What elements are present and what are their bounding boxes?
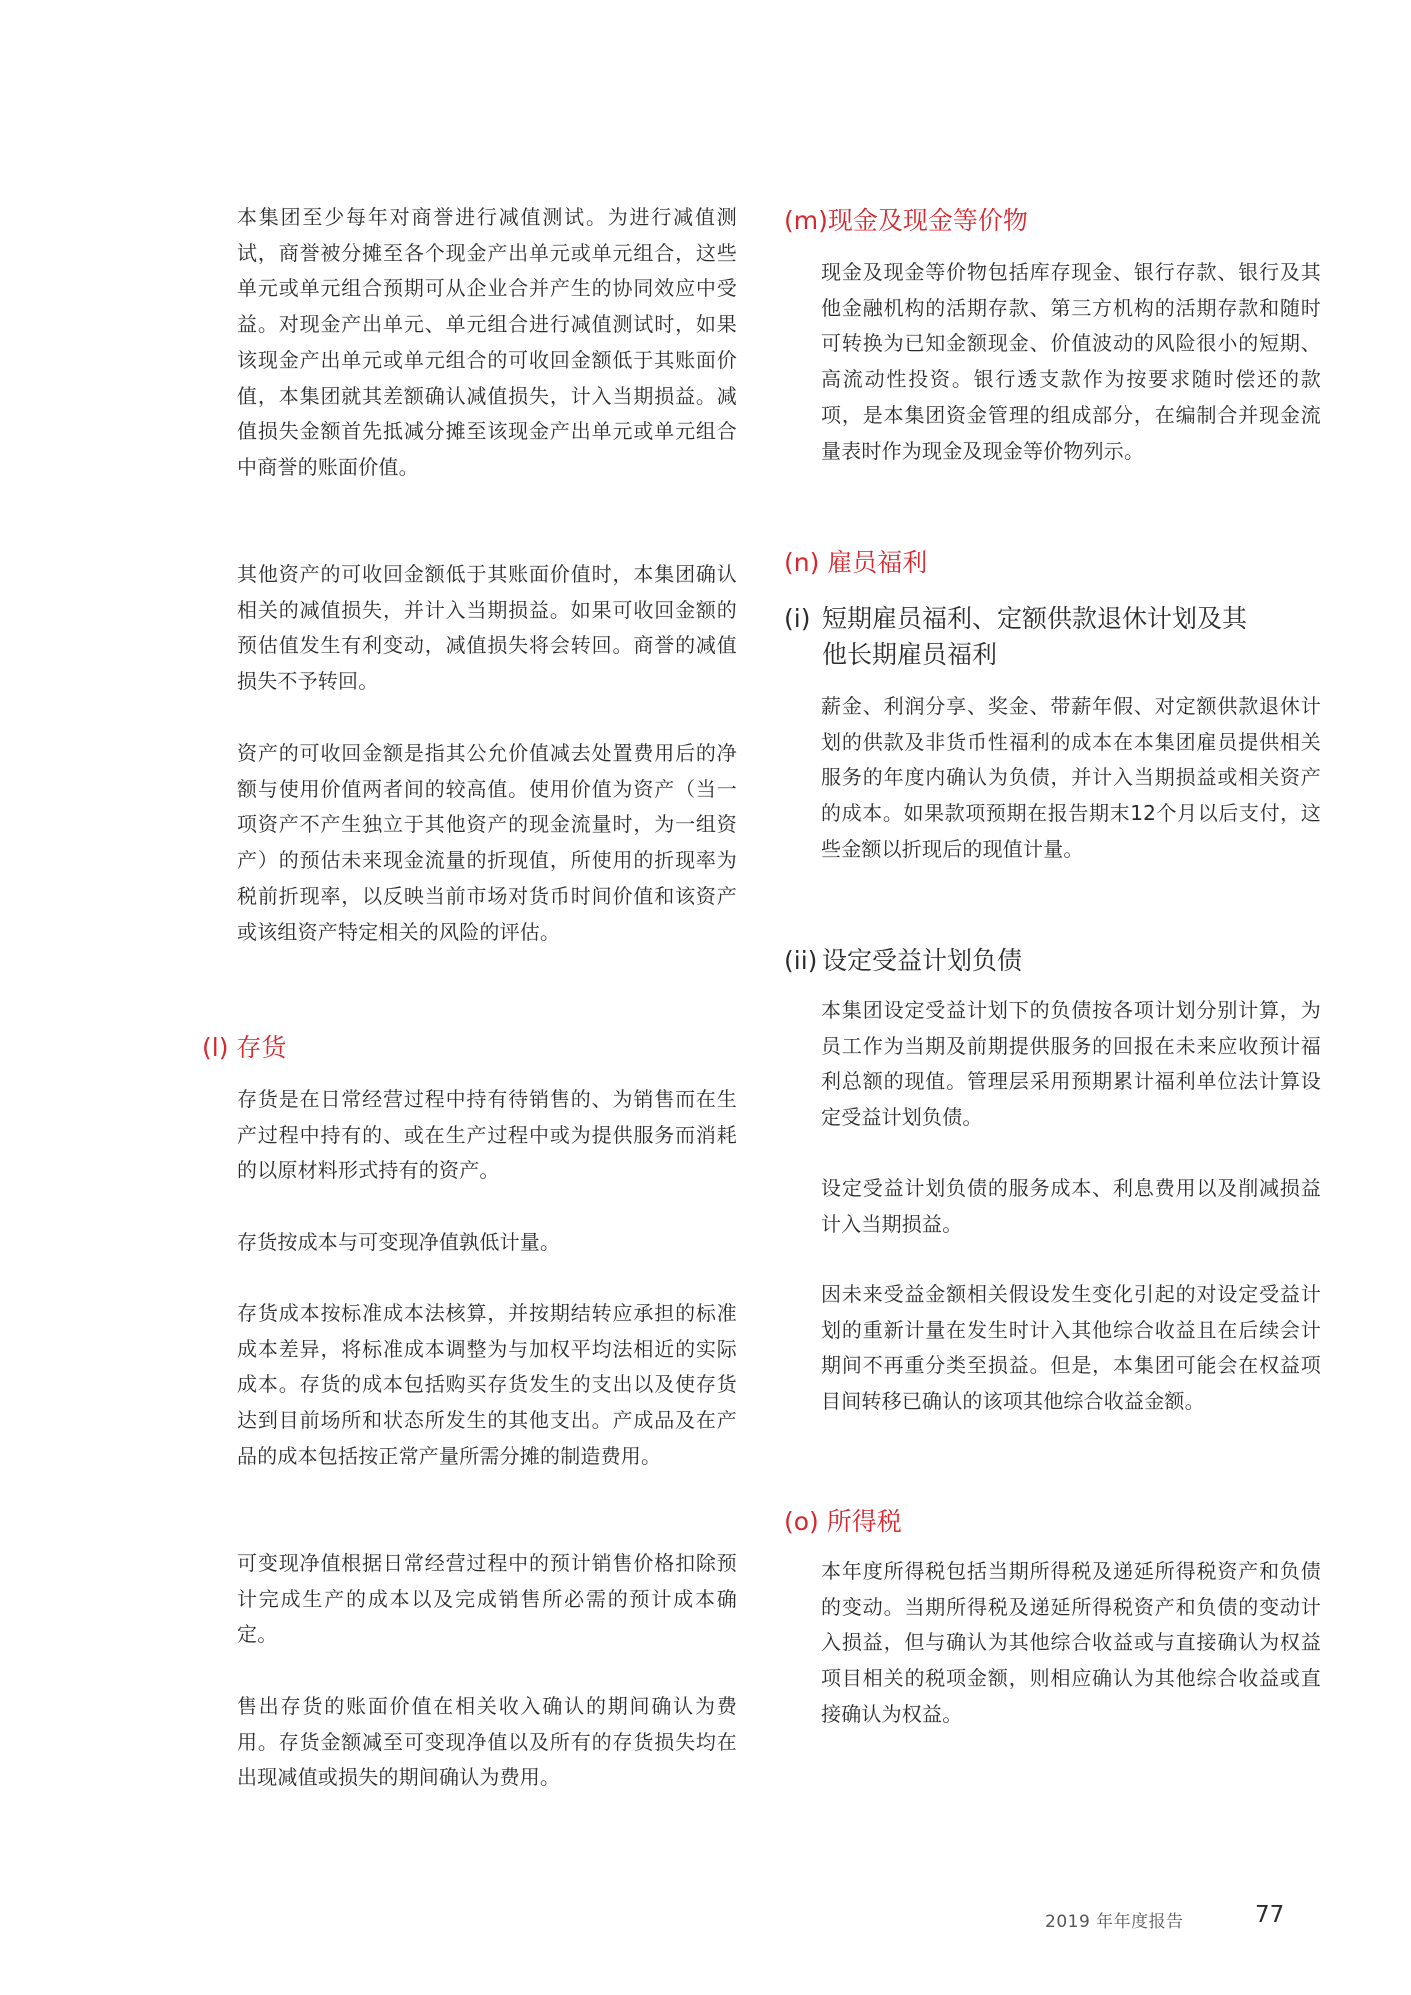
section-heading-inventory: (l) 存货: [202, 1033, 287, 1062]
subsection-label-ii: (ii): [784, 946, 818, 975]
paragraph-net-realisable-value: 可变现净值根据日常经营过程中的预计销售价格扣除预计完成生产的成本以及完成销售所必需的预计成本确定。: [237, 1551, 737, 1647]
paragraph-income-tax: 本年度所得税包括当期所得税及递延所得税资产和负债的变动。当期所得税及递延所得税资产和负债的变动计入损益，但与确认为其他综合收益或与直接确认为权益项目相关的税项金额，则相应确认为其他综合收益或直接确认为权益。: [821, 1559, 1321, 1726]
paragraph-remeasurement: 因未来受益金额相关假设发生变化引起的对设定受益计划的重新计量在发生时计入其他综合收益且在后续会计期间不再重分类至损益。但是，本集团可能会在权益项目间转移已确认的该项其他综合收益金额。: [821, 1282, 1321, 1414]
paragraph-inventory-definition: 存货是在日常经营过程中持有待销售的、为销售而在生产过程中持有的、或在生产过程中或为提供服务而消耗的以原材料形式持有的资产。: [237, 1087, 737, 1183]
subsection-heading-defined-benefit: [784, 943, 1304, 979]
footer-report-label: 2019 年年度报告: [1045, 1912, 1184, 1932]
paragraph-inventory-measurement: 存货按成本与可变现净值孰低计量。: [237, 1230, 561, 1254]
paragraph-defined-benefit-costs: 设定受益计划负债的服务成本、利息费用以及削减损益计入当期损益。: [821, 1176, 1321, 1236]
paragraph-cash-equivalents: 现金及现金等价物包括库存现金、银行存款、银行及其他金融机构的活期存款、第三方机构的活期存款和随时可转换为已知金额现金、价值波动的风险很小的短期、高流动性投资。银行透支款作为按要求随时偿还的款项，是本集团资金管理的组成部分，在编制合并现金流量表时作为现金及现金等价物列示。: [821, 260, 1321, 463]
paragraph-defined-benefit-liability: 本集团设定受益计划下的负债按各项计划分别计算，为员工作为当期及前期提供服务的回报在未来应收预计福利总额的现值。管理层采用预期累计福利单位法计算设定受益计划负债。: [821, 998, 1321, 1130]
subsection-title-line2: 他长期雇员福利: [822, 640, 998, 669]
subsection-heading-short-term-benefits: [784, 601, 1304, 673]
section-heading-income-tax: (o) 所得税: [784, 1507, 902, 1536]
paragraph-goodwill-impairment: 本集团至少每年对商誉进行减值测试。为进行减值测试，商誉被分摊至各个现金产出单元或单元组合，这些单元或单元组合预期可从企业合并产生的协同效应中受益。对现金产出单元、单元组合进行减值测试时，如果该现金产出单元或单元组合的可收回金额低于其账面价值，本集团就其差额确认减值损失，计入当期损益。减值损失金额首先抵减分摊至该现金产出单元或单元组合中商誉的账面价值。: [237, 205, 737, 479]
subsection-label-i: (i): [784, 604, 811, 633]
subsection-title-line1: 短期雇员福利、定额供款退休计划及其: [822, 604, 1248, 633]
page-number: 77: [1255, 1902, 1285, 1928]
paragraph-recoverable-amount: 资产的可收回金额是指其公允价值减去处置费用后的净额与使用价值两者间的较高值。使用价值为资产（当一项资产不产生独立于其他资产的现金流量时，为一组资产）的预估未来现金流量的折现值，所使用的折现率为税前折现率，以反映当前市场对货币时间价值和该资产或该组资产特定相关的风险的评估。: [237, 741, 737, 944]
paragraph-short-term-benefits: 薪金、利润分享、奖金、带薪年假、对定额供款退休计划的供款及非货币性福利的成本在本集团雇员提供相关服务的年度内确认为负债，并计入当期损益或相关资产的成本。如果款项预期在报告期末12个月以后支付，这些金额以折现后的现值计量。: [821, 694, 1321, 861]
paragraph-other-assets-impairment: 其他资产的可收回金额低于其账面价值时，本集团确认相关的减值损失，并计入当期损益。如果可收回金额的预估值发生有利变动，减值损失将会转回。商誉的减值损失不予转回。: [237, 562, 737, 694]
paragraph-inventory-expense: 售出存货的账面价值在相关收入确认的期间确认为费用。存货金额减至可变现净值以及所有的存货损失均在出现减值或损失的期间确认为费用。: [237, 1694, 737, 1790]
paragraph-inventory-cost: 存货成本按标准成本法核算，并按期结转应承担的标准成本差异，将标准成本调整为与加权平均法相近的实际成本。存货的成本包括购买存货发生的支出以及使存货达到目前场所和状态所发生的其他支出。产成品及在产品的成本包括按正常产量所需分摊的制造费用。: [237, 1301, 737, 1468]
section-heading-employee-benefits: (n) 雇员福利: [784, 548, 928, 577]
section-heading-cash-equivalents: (m)现金及现金等价物: [784, 206, 1028, 235]
subsection-title: 设定受益计划负债: [822, 946, 1023, 975]
